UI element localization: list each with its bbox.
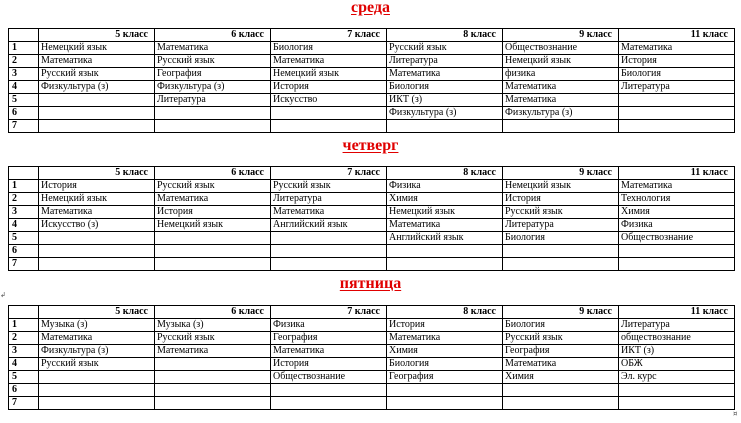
corner-cell (9, 167, 39, 180)
subject-cell (387, 245, 503, 258)
subject-cell: Музыка (з) (39, 319, 155, 332)
subject-cell: Математика (155, 42, 271, 55)
subject-cell (619, 258, 735, 271)
subject-cell: Математика (387, 332, 503, 345)
class-header: 5 класс (39, 306, 155, 319)
lesson-number: 2 (9, 193, 39, 206)
lesson-row (9, 107, 735, 120)
class-header: 9 класс (503, 306, 619, 319)
lesson-number: 7 (9, 120, 39, 133)
subject-cell (155, 371, 271, 384)
subject-cell (39, 258, 155, 271)
subject-cell: Математика (39, 206, 155, 219)
class-header: 8 класс (387, 29, 503, 42)
lesson-row (9, 332, 735, 345)
subject-cell: Русский язык (155, 332, 271, 345)
subject-cell (271, 245, 387, 258)
subject-cell: Математика (619, 42, 735, 55)
lesson-row (9, 219, 735, 232)
header-row (9, 167, 735, 180)
lesson-number: 6 (9, 245, 39, 258)
class-header: 8 класс (387, 167, 503, 180)
lesson-row (9, 245, 735, 258)
subject-cell: Биология (503, 232, 619, 245)
lesson-number: 4 (9, 219, 39, 232)
subject-cell (503, 258, 619, 271)
subject-cell: Эл. курс (619, 371, 735, 384)
subject-cell (503, 384, 619, 397)
lesson-number: 5 (9, 94, 39, 107)
paragraph-mark-icon: ¤ (733, 410, 738, 418)
lesson-row (9, 232, 735, 245)
subject-cell (39, 232, 155, 245)
lesson-row (9, 120, 735, 133)
subject-cell: Литература (503, 219, 619, 232)
subject-cell: ИКТ (з) (387, 94, 503, 107)
header-row (9, 29, 735, 42)
lesson-row (9, 358, 735, 371)
lesson-number: 2 (9, 55, 39, 68)
subject-cell (39, 245, 155, 258)
subject-cell: физика (503, 68, 619, 81)
subject-cell: Физика (619, 219, 735, 232)
subject-cell (39, 94, 155, 107)
subject-cell: Русский язык (503, 206, 619, 219)
subject-cell: Химия (387, 193, 503, 206)
subject-cell: ОБЖ (619, 358, 735, 371)
lesson-number: 1 (9, 180, 39, 193)
subject-cell (387, 384, 503, 397)
class-header: 6 класс (155, 167, 271, 180)
class-header: 6 класс (155, 306, 271, 319)
subject-cell: Музыка (з) (155, 319, 271, 332)
subject-cell (387, 120, 503, 133)
subject-cell (155, 258, 271, 271)
lesson-number: 3 (9, 206, 39, 219)
subject-cell (271, 120, 387, 133)
lesson-number: 3 (9, 68, 39, 81)
subject-cell: Математика (503, 358, 619, 371)
class-header: 7 класс (271, 167, 387, 180)
class-header: 9 класс (503, 29, 619, 42)
subject-cell: Литература (619, 81, 735, 94)
subject-cell: Литература (619, 319, 735, 332)
day-title-thursday: четверг (342, 137, 399, 154)
lesson-row (9, 345, 735, 358)
subject-cell (387, 397, 503, 410)
subject-cell: Английский язык (387, 232, 503, 245)
lesson-number: 6 (9, 107, 39, 120)
subject-cell: Обществознание (271, 371, 387, 384)
subject-cell: Биология (271, 42, 387, 55)
subject-cell: Биология (387, 358, 503, 371)
subject-cell: Химия (503, 371, 619, 384)
schedule-table-thursday (8, 166, 735, 271)
subject-cell: История (387, 319, 503, 332)
subject-cell: Математика (155, 345, 271, 358)
subject-cell: История (39, 180, 155, 193)
class-header: 11 класс (619, 167, 735, 180)
lesson-number: 5 (9, 371, 39, 384)
class-header: 9 класс (503, 167, 619, 180)
subject-cell: Русский язык (503, 332, 619, 345)
day-title-wednesday: среда (351, 0, 390, 16)
lesson-row (9, 384, 735, 397)
subject-cell: Обществознание (619, 232, 735, 245)
subject-cell (39, 371, 155, 384)
day-title-friday: пятница (339, 275, 402, 292)
subject-cell: Немецкий язык (503, 55, 619, 68)
subject-cell: Математика (271, 55, 387, 68)
subject-cell (39, 397, 155, 410)
subject-cell: Математика (155, 193, 271, 206)
lesson-number: 4 (9, 358, 39, 371)
class-header: 11 класс (619, 306, 735, 319)
schedule-table-friday (8, 305, 735, 410)
lesson-number: 1 (9, 319, 39, 332)
schedule-table-wednesday (8, 28, 735, 133)
subject-cell: Физика (271, 319, 387, 332)
lesson-row (9, 258, 735, 271)
subject-cell: Физкультура (з) (387, 107, 503, 120)
lesson-row (9, 94, 735, 107)
subject-cell (271, 384, 387, 397)
subject-cell (271, 258, 387, 271)
subject-cell: Физкультура (з) (503, 107, 619, 120)
subject-cell: Обществознание (503, 42, 619, 55)
lesson-row (9, 371, 735, 384)
subject-cell: Русский язык (39, 358, 155, 371)
lesson-number: 3 (9, 345, 39, 358)
class-header: 7 класс (271, 29, 387, 42)
subject-cell: Русский язык (387, 42, 503, 55)
subject-cell (271, 107, 387, 120)
subject-cell: Русский язык (155, 180, 271, 193)
subject-cell: Математика (503, 94, 619, 107)
subject-cell (271, 397, 387, 410)
lesson-number: 5 (9, 232, 39, 245)
subject-cell: Немецкий язык (155, 219, 271, 232)
subject-cell (503, 245, 619, 258)
subject-cell (155, 120, 271, 133)
lesson-number: 1 (9, 42, 39, 55)
subject-cell: История (155, 206, 271, 219)
subject-cell: Литература (387, 55, 503, 68)
subject-cell: География (271, 332, 387, 345)
subject-cell: Математика (387, 219, 503, 232)
subject-cell: Немецкий язык (503, 180, 619, 193)
subject-cell (619, 120, 735, 133)
header-row (9, 306, 735, 319)
subject-cell: Физкультура (з) (39, 345, 155, 358)
lesson-row (9, 397, 735, 410)
subject-cell (619, 384, 735, 397)
lesson-row (9, 81, 735, 94)
class-header: 6 класс (155, 29, 271, 42)
subject-cell (387, 258, 503, 271)
subject-cell: История (503, 193, 619, 206)
subject-cell (155, 397, 271, 410)
class-header: 5 класс (39, 167, 155, 180)
subject-cell: География (387, 371, 503, 384)
subject-cell: Немецкий язык (271, 68, 387, 81)
lesson-row (9, 319, 735, 332)
subject-cell: Математика (39, 55, 155, 68)
subject-cell: Биология (619, 68, 735, 81)
subject-cell: Немецкий язык (39, 193, 155, 206)
class-header: 5 класс (39, 29, 155, 42)
subject-cell (619, 397, 735, 410)
lesson-row (9, 42, 735, 55)
subject-cell: Химия (387, 345, 503, 358)
class-header: 8 класс (387, 306, 503, 319)
subject-cell: Химия (619, 206, 735, 219)
subject-cell: Математика (271, 206, 387, 219)
subject-cell: Математика (39, 332, 155, 345)
lesson-number: 7 (9, 397, 39, 410)
subject-cell (619, 245, 735, 258)
subject-cell (155, 232, 271, 245)
subject-cell: Физкультура (з) (39, 81, 155, 94)
class-header: 7 класс (271, 306, 387, 319)
subject-cell (619, 107, 735, 120)
subject-cell: Технология (619, 193, 735, 206)
subject-cell: География (155, 68, 271, 81)
subject-cell (155, 245, 271, 258)
lesson-number: 7 (9, 258, 39, 271)
subject-cell (39, 107, 155, 120)
subject-cell: История (271, 81, 387, 94)
class-header: 11 класс (619, 29, 735, 42)
subject-cell (155, 384, 271, 397)
subject-cell: Искусство (з) (39, 219, 155, 232)
lesson-number: 6 (9, 384, 39, 397)
subject-cell: Русский язык (271, 180, 387, 193)
lesson-row (9, 68, 735, 81)
corner-cell (9, 29, 39, 42)
subject-cell: Литература (155, 94, 271, 107)
subject-cell: Искусство (271, 94, 387, 107)
subject-cell (39, 120, 155, 133)
lesson-row (9, 180, 735, 193)
subject-cell: Математика (271, 345, 387, 358)
subject-cell: География (503, 345, 619, 358)
subject-cell: Математика (387, 68, 503, 81)
subject-cell (619, 94, 735, 107)
subject-cell: Немецкий язык (39, 42, 155, 55)
anchor-marker-icon: ↲ (0, 291, 6, 299)
subject-cell: Русский язык (155, 55, 271, 68)
lesson-row (9, 55, 735, 68)
subject-cell: Русский язык (39, 68, 155, 81)
subject-cell: обществознание (619, 332, 735, 345)
lesson-number: 4 (9, 81, 39, 94)
subject-cell: История (271, 358, 387, 371)
subject-cell (503, 120, 619, 133)
subject-cell (39, 384, 155, 397)
subject-cell: Физкультура (з) (155, 81, 271, 94)
subject-cell: Биология (503, 319, 619, 332)
subject-cell: Математика (503, 81, 619, 94)
lesson-number: 2 (9, 332, 39, 345)
subject-cell: Математика (619, 180, 735, 193)
subject-cell: Литература (271, 193, 387, 206)
subject-cell: История (619, 55, 735, 68)
subject-cell (155, 358, 271, 371)
subject-cell: Английский язык (271, 219, 387, 232)
subject-cell: Биология (387, 81, 503, 94)
subject-cell: Физика (387, 180, 503, 193)
corner-cell (9, 306, 39, 319)
subject-cell (155, 107, 271, 120)
subject-cell: ИКТ (з) (619, 345, 735, 358)
subject-cell: Немецкий язык (387, 206, 503, 219)
subject-cell (271, 232, 387, 245)
subject-cell (503, 397, 619, 410)
lesson-row (9, 206, 735, 219)
lesson-row (9, 193, 735, 206)
